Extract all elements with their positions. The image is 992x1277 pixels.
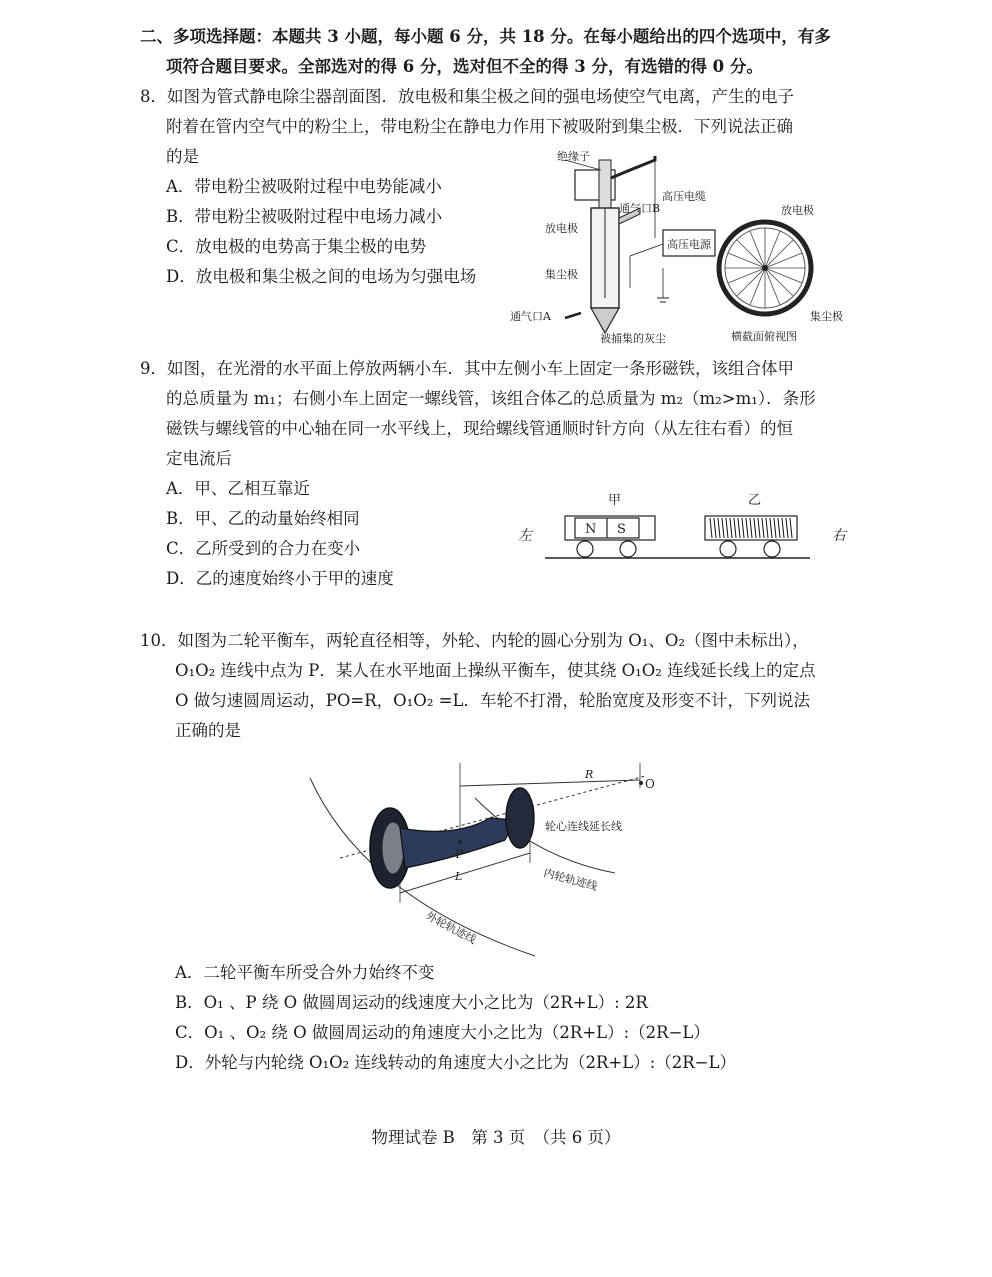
q8-stem-line1: 8．如图为管式静电除尘器剖面图．放电极和集尘极之间的强电场使空气电离，产生的电子 [140,87,794,106]
label-collector: 集尘极 [545,268,578,281]
label-outer-track: 外轮轨迹线 [423,909,479,947]
label-yi: 乙 [748,493,762,508]
cross-section [719,222,811,314]
q8-stem-line2: 附着在管内空气中的粉尘上，带电粉尘在静电力作用下被吸附到集尘极．下列说法正确 [166,117,793,136]
q9-option-c: C．乙所受到的合力在变小 [166,539,361,558]
q10-option-b: B．O₁ 、P 绕 O 做圆周运动的线速度大小之比为（2R+L）: 2R [175,993,648,1012]
q9-stem-line1: 9．如图，在光滑的水平面上停放两辆小车．其中左侧小车上固定一条形磁铁，该组合体甲 [140,359,794,378]
label-r: R [585,768,594,781]
label-inner-track: 内轮轨迹线 [542,866,599,894]
q9-stem-line2: 的总质量为 m₁；右侧小车上固定一螺线管，该组合体乙的总质量为 m₂（m₂>m₁）．条形 [166,389,816,408]
label-vent-b: 通气口B [619,202,661,215]
q8-option-c: C．放电极的电势高于集尘极的电势 [166,237,427,256]
label-cross-collector: 集尘极 [810,310,843,323]
label-power: 高压电源 [667,238,711,251]
q8-option-d: D．放电极和集尘极之间的电场为匀强电场 [166,267,477,286]
label-vent-a: 通气口A [510,310,551,323]
page-footer: 物理试卷 B 第 3 页 （共 6 页） [371,1128,621,1147]
q9-stem-line4: 定电流后 [166,449,232,468]
q9-stem-line3: 磁铁与螺线管的中心轴在同一水平线上，现给螺线管通顺时针方向（从左往右看）的恒 [166,419,793,438]
balance-car [370,788,534,888]
label-o: O [645,777,655,791]
q10-balance-car-figure [305,758,665,958]
magnet-s: S [617,522,626,537]
q9-carts-figure [510,488,860,568]
q10-stem-line3: O 做匀速圆周运动，PO=R，O₁O₂ =L．车轮不打滑，轮胎宽度及形变不计，下列说法 [175,691,810,710]
q8-stem-line3: 的是 [166,147,199,166]
q10-option-a: A．二轮平衡车所受合外力始终不变 [175,963,435,982]
label-cable: 高压电缆 [662,190,706,203]
q9-option-a: A．甲、乙相互靠近 [166,479,310,498]
label-cross-caption: 横截面俯视图 [731,330,797,343]
q8-option-b: B．带电粉尘被吸附过程中电场力减小 [166,207,443,226]
label-axis-extension: 轮心连线延长线 [545,820,622,833]
label-left: 左 [518,528,532,544]
q8-option-a: A．带电粉尘被吸附过程中电势能减小 [166,177,442,196]
insulator-body [599,160,611,210]
q9-option-b: B．甲、乙的动量始终相同 [166,509,360,528]
q10-stem-line2: O₁O₂ 连线中点为 P．某人在水平地面上操纵平衡车，使其绕 O₁O₂ 连线延长线上的定点 [175,661,816,680]
label-jia: 甲 [608,493,622,508]
label-p: P [455,847,464,861]
label-cross-discharge: 放电极 [781,204,814,217]
wheel [720,541,736,557]
label-discharge-electrode: 放电极 [545,222,578,235]
label-l: L [455,870,463,883]
q9-option-d: D．乙的速度始终小于甲的速度 [166,569,394,588]
q10-stem-line4: 正确的是 [175,721,241,740]
outer-track-line [310,778,535,956]
q10-stem-line1: 10．如图为二轮平衡车，两轮直径相等，外轮、内轮的圆心分别为 O₁、O₂（图中未标出）， [140,631,809,650]
section-heading-line1: 二、多项选择题：本题共 3 小题，每小题 6 分，共 18 分。在每小题给出的四个选项中，有多 [140,27,831,46]
q8-precipitator-figure [505,148,865,348]
wheel [620,541,636,557]
q10-option-d: D．外轮与内轮绕 O₁O₂ 连线转动的角速度大小之比为（2R+L）:（2R−L） [175,1053,736,1072]
wheel [577,541,593,557]
q10-option-c: C．O₁ 、O₂ 绕 O 做圆周运动的角速度大小之比为（2R+L）:（2R−L） [175,1023,710,1042]
label-right: 右 [832,528,846,544]
section-heading-line2: 项符合题目要求。全部选对的得 6 分，选对但不全的得 3 分，有选错的得 0 分。 [166,57,763,76]
magnet-n: N [585,522,597,537]
label-dust: 被捕集的灰尘 [600,332,666,345]
label-insulator: 绝缘子 [557,150,590,163]
wheel [764,541,780,557]
